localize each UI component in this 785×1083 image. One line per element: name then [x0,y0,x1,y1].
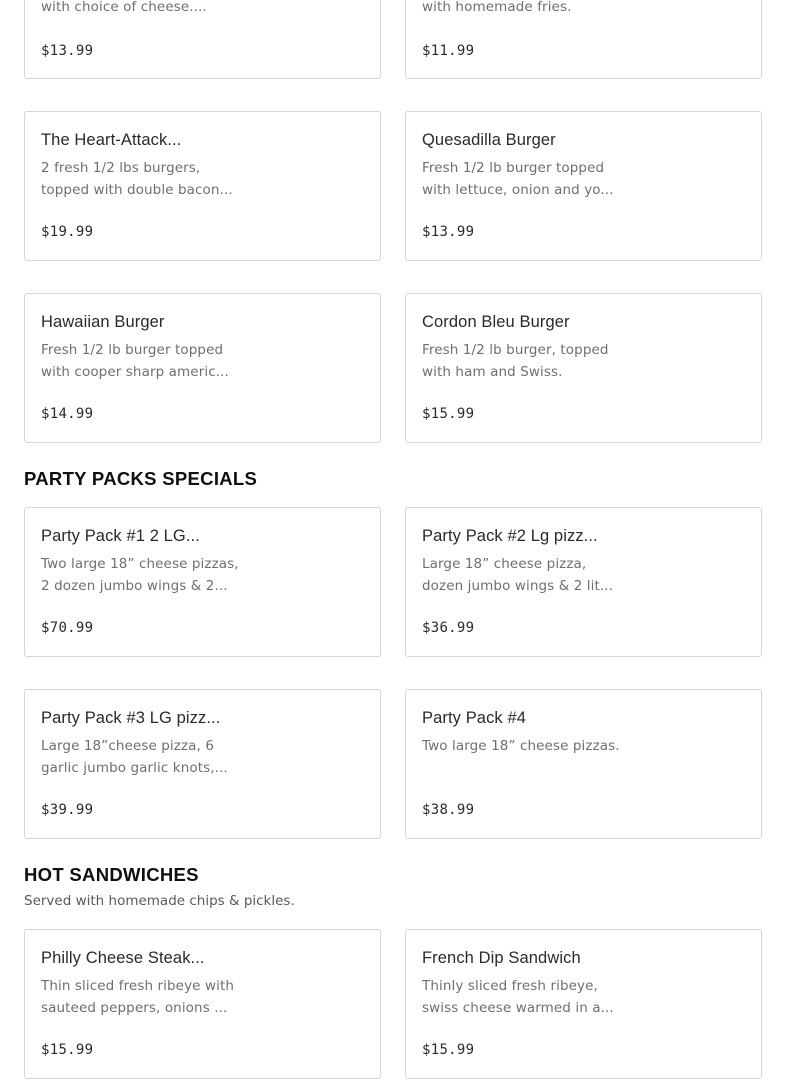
item-description: Fresh 1/2 lb burger topped with lettuce, onion and yo... [422,160,614,198]
item-description: with choice of cheese.... [41,0,207,15]
menu-item-card[interactable] [24,507,381,657]
menu-item-card[interactable] [24,0,381,79]
item-description: 2 fresh 1/2 lbs burgers, topped with double bacon... [41,160,233,198]
item-price: $15.99 [41,1042,94,1058]
section-title-hot-sandwiches: HOT SANDWICHES [24,864,199,885]
item-description: Thinly sliced fresh ribeye, swiss cheese warmed in a... [422,978,614,1016]
item-description: Thin sliced fresh ribeye with sauteed peppers, onions ... [41,978,235,1016]
item-name: Party Pack #2 Lg pizz... [422,527,598,545]
menu-item-card[interactable] [24,929,381,1079]
menu-item-card[interactable] [405,293,762,443]
item-price: $13.99 [422,224,475,240]
menu-item-card[interactable] [24,689,381,839]
menu-item-card[interactable] [405,929,762,1079]
item-price: $14.99 [41,406,94,422]
menu-item-card[interactable] [405,689,762,839]
menu-item-card[interactable] [405,507,762,657]
item-price: $19.99 [41,224,94,240]
menu-item-card[interactable] [24,111,381,261]
item-price: $38.99 [422,802,475,818]
item-name: French Dip Sandwich [422,949,581,967]
item-price: $36.99 [422,620,475,636]
item-description: Two large 18” cheese pizzas, 2 dozen jumbo wings & 2... [41,556,239,594]
item-price: $15.99 [422,406,475,422]
item-price: $70.99 [41,620,94,636]
menu-item-card[interactable] [24,293,381,443]
item-description: Two large 18” cheese pizzas. [422,738,620,754]
item-name: Quesadilla Burger [422,131,556,149]
item-price: $11.99 [422,43,475,59]
item-name: Party Pack #1 2 LG... [41,527,200,545]
section-title-party-packs: PARTY PACKS SPECIALS [24,468,258,489]
item-name: Cordon Bleu Burger [422,313,570,331]
menu-item-card[interactable] [405,0,762,79]
item-price: $39.99 [41,802,94,818]
item-description: Large 18”cheese pizza, 6 garlic jumbo garlic knots,... [41,738,228,776]
item-description: Fresh 1/2 lb burger topped with cooper sharp americ... [41,342,229,380]
item-description: Large 18” cheese pizza, dozen jumbo wings & 2 lit... [422,556,614,594]
item-price: $13.99 [41,43,94,59]
item-name: Party Pack #4 [422,709,527,727]
menu-item-card[interactable] [405,111,762,261]
section-subtitle: Served with homemade chips & pickles. [24,893,295,909]
item-name: Hawaiian Burger [41,313,165,331]
item-description: Fresh 1/2 lb burger, topped with ham and Swiss. [422,342,609,380]
item-name: Philly Cheese Steak... [41,949,205,967]
item-price: $15.99 [422,1042,475,1058]
item-name: Party Pack #3 LG pizz... [41,709,221,727]
item-description: with homemade fries. [422,0,572,15]
item-name: The Heart-Attack... [41,131,182,149]
